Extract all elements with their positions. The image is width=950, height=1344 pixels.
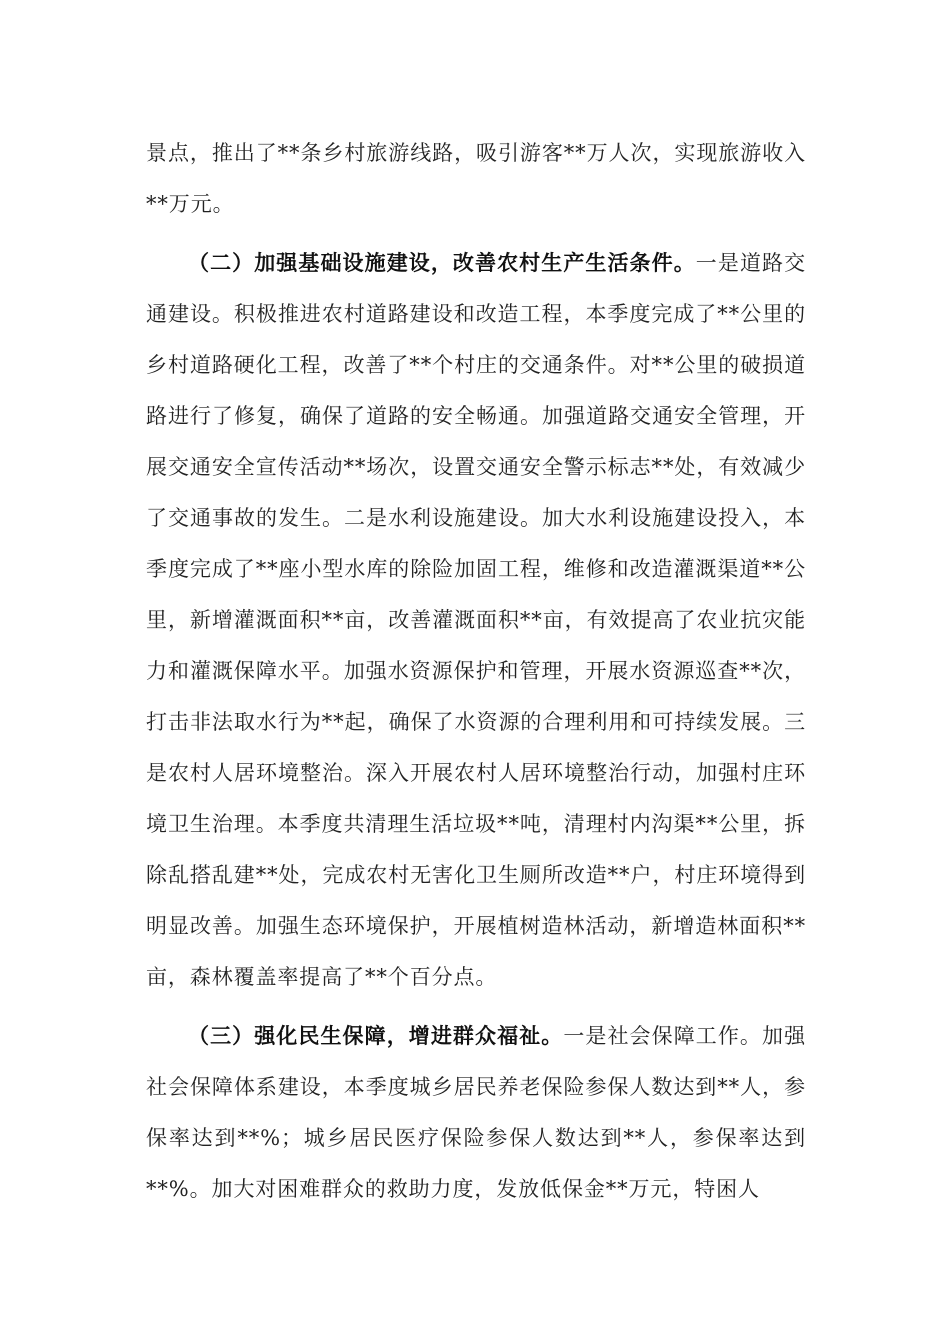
paragraph-livelihood	[146, 1011, 806, 1215]
document-body	[146, 128, 806, 1215]
section-heading-livelihood: （三）强化民生保障，增进群众福祉。	[188, 1024, 564, 1048]
paragraph-continuation	[146, 128, 806, 230]
section-heading-infrastructure: （二）加强基础设施建设，改善农村生产生活条件。	[188, 251, 696, 275]
paragraph-text: 景点，推出了**条乡村旅游线路，吸引游客**万人次，实现旅游收入**万元。	[146, 141, 806, 216]
paragraph-infrastructure	[146, 238, 806, 1003]
paragraph-text: 一是社会保障工作。加强社会保障体系建设，本季度城乡居民养老保险参保人数达到**人，参保率达到**%；城乡居民医疗保险参保人数达到**人，参保率达到**%。加大对困难群众的救助力度，发放低保金**万元，特困人	[146, 1024, 806, 1201]
paragraph-text: 一是道路交通建设。积极推进农村道路建设和改造工程，本季度完成了**公里的乡村道路硬化工程，改善了**个村庄的交通条件。对**公里的破损道路进行了修复，确保了道路的安全畅通。加强道路交通安全管理，开展交通安全宣传活动**场次，设置交通安全警示标志**处，有效减少了交通事故的发生。二是水利设施建设。加大水利设施建设投入，本季度完成了**座小型水库的除险加固工程，维修和改造灌溉渠道**公里，新增灌溉面积**亩，改善灌溉面积**亩，有效提高了农业抗灾能力和灌溉保障水平。加强水资源保护和管理，开展水资源巡查**次，打击非法取水行为**起，确保了水资源的合理利用和可持续发展。三是农村人居环境整治。深入开展农村人居环境整治行动，加强村庄环境卫生治理。本季度共清理生活垃圾**吨，清理村内沟渠**公里，拆除乱搭乱建**处，完成农村无害化卫生厕所改造**户，村庄环境得到明显改善。加强生态环境保护，开展植树造林活动，新增造林面积**亩，森林覆盖率提高了**个百分点。	[146, 251, 807, 989]
